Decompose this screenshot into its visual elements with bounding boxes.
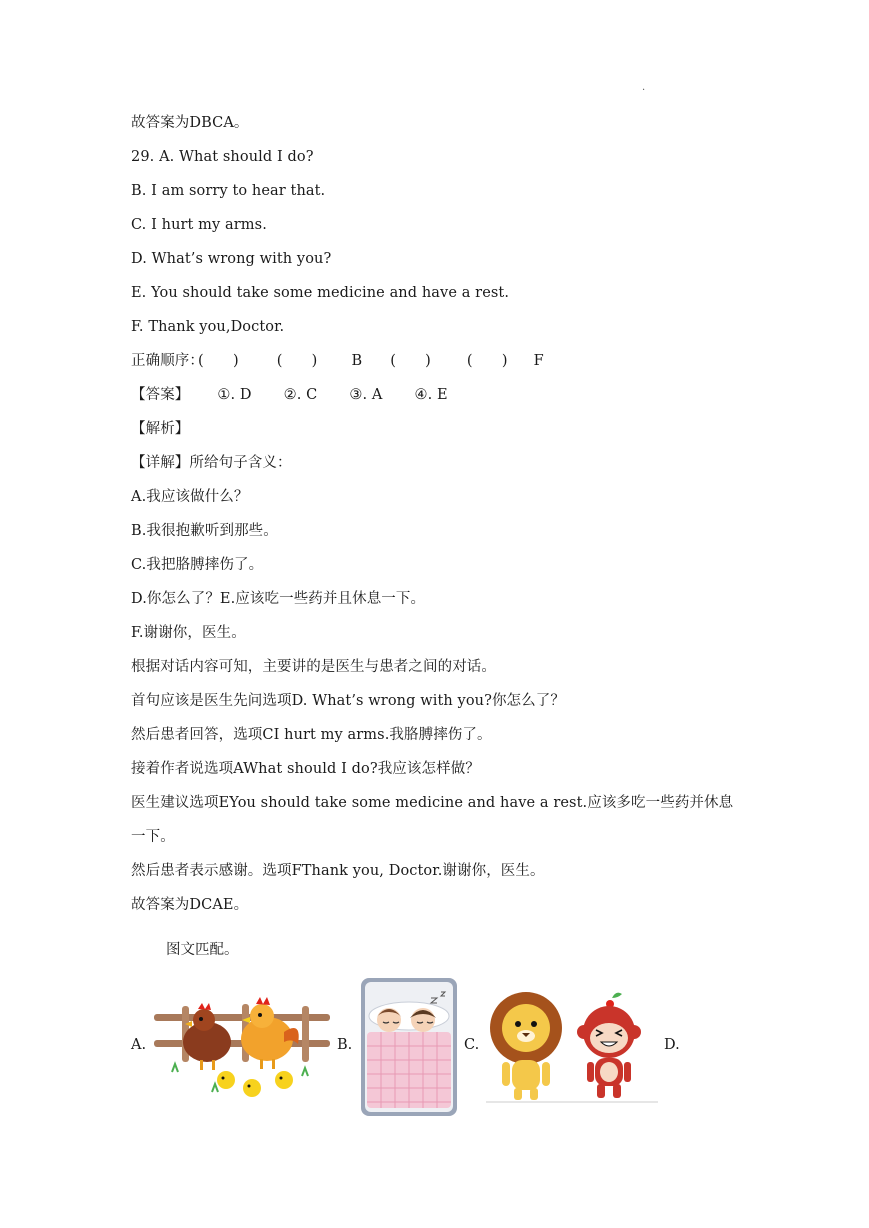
picture-label-a: A. bbox=[131, 1037, 147, 1053]
page-dot: . bbox=[642, 82, 646, 93]
order-fixed-f: F bbox=[533, 353, 544, 369]
option-e: E. You should take some medicine and have a rest. bbox=[131, 285, 510, 301]
meaning-d-e: D.你怎么了？E.应该吃一些药并且休息一下。 bbox=[131, 591, 426, 607]
correct-order-row bbox=[131, 348, 751, 382]
picture-label-d: D. bbox=[664, 1037, 680, 1053]
answer-4: ④. E bbox=[414, 387, 448, 403]
analysis-heading: 【解析】 bbox=[131, 421, 190, 437]
picture-label-c: C. bbox=[464, 1037, 480, 1053]
explanation-line: 根据对话内容可知，主要讲的是医生与患者之间的对话。 bbox=[131, 659, 496, 675]
option-d: D. What’s wrong with you? bbox=[131, 251, 332, 267]
explanation-line: 然后患者表示感谢。选项FThank you, Doctor.谢谢你，医生。 bbox=[131, 863, 545, 879]
meaning-a: A.我应该做什么？ bbox=[131, 489, 249, 505]
matching-title: 图文匹配。 bbox=[166, 942, 239, 958]
option-f: F. Thank you,Doctor. bbox=[131, 319, 285, 335]
option-c: C. I hurt my arms. bbox=[131, 217, 267, 233]
meaning-f: F.谢谢你，医生。 bbox=[131, 625, 246, 641]
final-answer: 故答案为DCAE。 bbox=[131, 897, 249, 913]
order-fixed-b: B bbox=[351, 353, 363, 369]
order-blank-4: ( ) bbox=[466, 353, 508, 369]
answer-label: 【答案】 bbox=[131, 387, 190, 403]
option-b: B. I am sorry to hear that. bbox=[131, 183, 326, 199]
order-blank-1: ( ) bbox=[198, 353, 239, 369]
meaning-b: B.我很抱歉听到那些。 bbox=[131, 523, 278, 539]
chickens-fence-icon bbox=[152, 992, 332, 1107]
document-body bbox=[131, 110, 751, 926]
answer-row bbox=[131, 382, 751, 416]
explanation-line: 首句应该是医生先问选项D. What’s wrong with you?你怎么了？ bbox=[131, 693, 565, 709]
detail-heading: 【详解】所给句子含义： bbox=[131, 455, 292, 471]
order-blank-3: ( ) bbox=[390, 353, 431, 369]
question-29-option-a: 29. A. What should I do? bbox=[131, 149, 314, 165]
answer-3: ③. A bbox=[349, 387, 383, 403]
explanation-line: 医生建议选项EYou should take some medicine and have a rest.应该多吃一些药并休息 bbox=[131, 795, 734, 811]
order-blank-2: ( ) bbox=[276, 353, 318, 369]
lion-monkey-icon bbox=[484, 988, 660, 1104]
picture-label-b: B. bbox=[337, 1037, 353, 1053]
sleeping-children-icon bbox=[359, 976, 459, 1118]
answer-1: ①. D bbox=[217, 387, 252, 403]
text-line: 故答案为DBCA。 bbox=[131, 115, 249, 131]
answer-2: ②. C bbox=[283, 387, 318, 403]
order-label: 正确顺序： bbox=[131, 353, 204, 369]
meaning-c: C.我把胳膊摔伤了。 bbox=[131, 557, 264, 573]
explanation-line: 然后患者回答，选项CI hurt my arms.我胳膊摔伤了。 bbox=[131, 727, 492, 743]
explanation-line: 接着作者说选项AWhat should I do?我应该怎样做？ bbox=[131, 761, 480, 777]
explanation-line: 一下。 bbox=[131, 829, 175, 845]
